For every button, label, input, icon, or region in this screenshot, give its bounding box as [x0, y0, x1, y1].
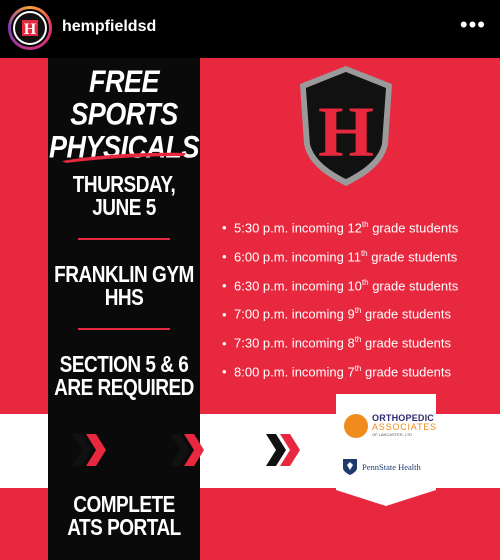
- svg-text:H: H: [23, 21, 37, 38]
- chevron-right-icon: [264, 432, 304, 468]
- portal-text: COMPLETE ATS PORTAL: [67, 493, 181, 541]
- post-image: [0, 58, 500, 560]
- orthopedic-subtitle: OF LANCASTER, LTD: [372, 432, 413, 437]
- profile-avatar[interactable]: [8, 6, 52, 50]
- event-venue: FRANKLIN GYM HHS: [54, 263, 194, 311]
- post-header: [0, 0, 500, 58]
- list-item: • 6:00 p.m. incoming 11th grade students: [222, 248, 458, 265]
- avatar-logo: [15, 13, 45, 43]
- pennstate-shield-icon: [342, 458, 358, 476]
- event-date: THURSDAY, JUNE 5: [72, 173, 176, 221]
- chevron-right-icon: [70, 432, 110, 468]
- orthopedic-logo-icon: [344, 414, 368, 438]
- sponsor-panel-shape: [336, 394, 436, 506]
- username[interactable]: hempfieldsd: [62, 18, 157, 35]
- h-logo-icon: [19, 17, 41, 39]
- h-shield-logo-icon: [296, 64, 396, 188]
- list-item: • 7:00 p.m. incoming 9th grade students: [222, 306, 451, 322]
- info-column: [48, 58, 200, 560]
- list-item: • 8:00 p.m. incoming 7th grade students: [222, 364, 451, 380]
- list-item: • 6:30 p.m. incoming 10th grade students: [222, 277, 459, 293]
- requirement-text: SECTION 5 & 6 ARE REQUIRED: [54, 353, 194, 401]
- chevron-right-icon: [168, 432, 208, 468]
- svg-text:H: H: [317, 92, 375, 172]
- brush-swash-icon: [60, 150, 188, 164]
- divider: [78, 238, 170, 240]
- more-options-button[interactable]: •••: [459, 12, 486, 37]
- pennstate-health-name: PennState Health: [362, 462, 421, 472]
- orthopedic-name: ORTHOPEDIC ASSOCIATES: [372, 413, 437, 432]
- list-item: • 7:30 p.m. incoming 8th grade students: [222, 335, 451, 351]
- sponsor-panel: [336, 394, 436, 506]
- avatar-frame: [11, 9, 49, 47]
- schedule-list: [222, 212, 500, 385]
- flyer-title: FREE SPORTS PHYSICALS: [48, 64, 200, 165]
- list-item: • 5:30 p.m. incoming 12th grade students: [222, 220, 459, 236]
- divider: [78, 328, 170, 330]
